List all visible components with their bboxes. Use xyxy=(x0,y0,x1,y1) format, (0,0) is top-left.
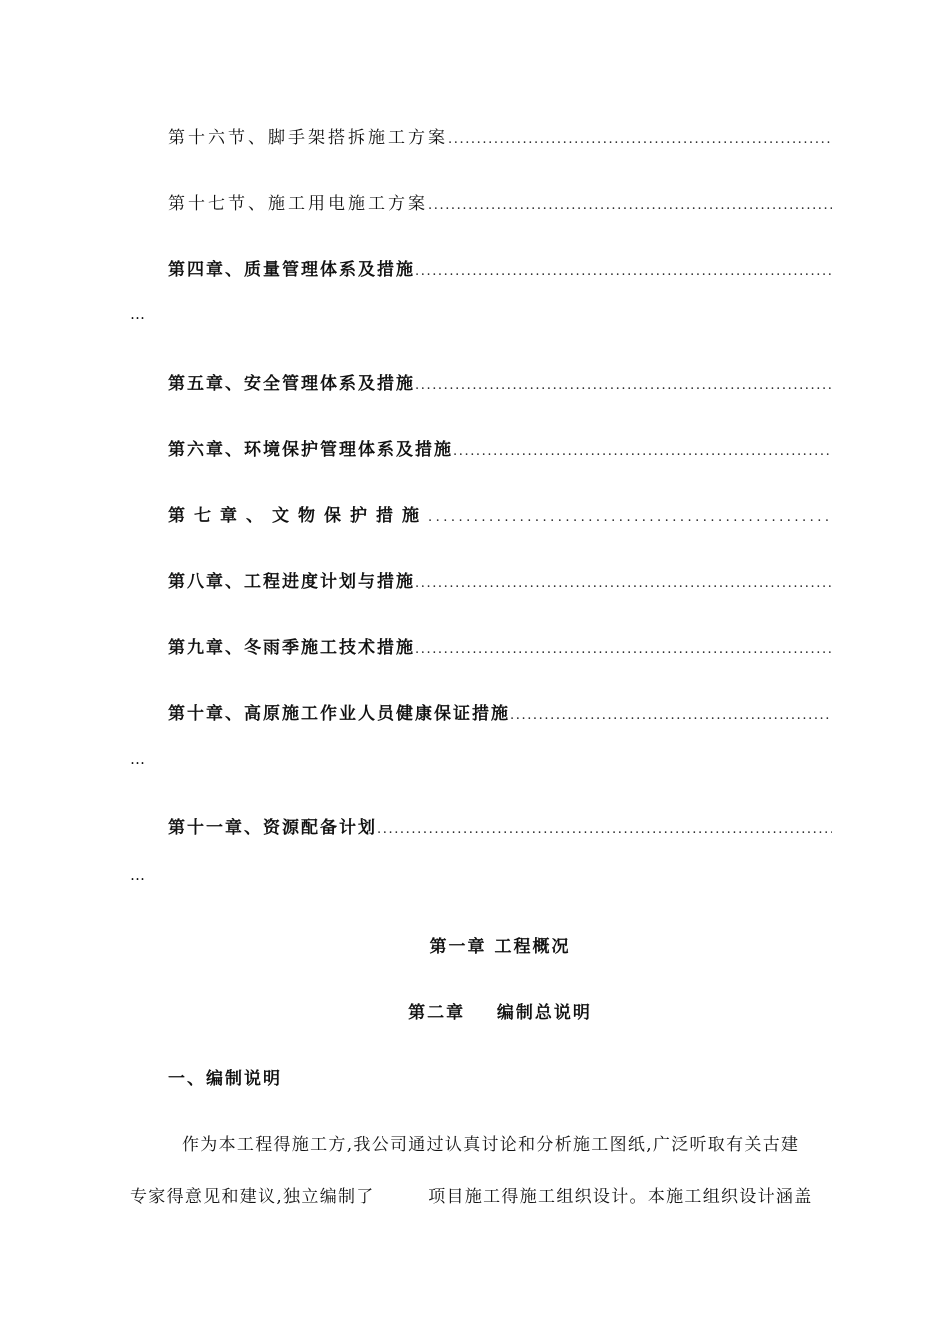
toc-leader xyxy=(377,818,832,838)
toc-continuation: … xyxy=(130,750,146,768)
toc-leader xyxy=(415,374,832,394)
toc-leader xyxy=(415,572,832,592)
paragraph-line-1: 作为本工程得施工方,我公司通过认真讨论和分析施工图纸,广泛听取有关古建 xyxy=(182,1135,800,1155)
toc-line-2[interactable] xyxy=(168,186,832,214)
toc-continuation: … xyxy=(130,305,146,323)
toc-line-7[interactable] xyxy=(168,564,832,592)
toc-line-3[interactable] xyxy=(168,252,832,280)
toc-line-5[interactable] xyxy=(168,432,832,460)
toc-title: 第十六节、脚手架搭拆施工方案 xyxy=(168,128,448,148)
toc-line-8[interactable] xyxy=(168,630,832,658)
toc-line-6[interactable] xyxy=(168,498,832,526)
toc-leader xyxy=(453,440,832,460)
toc-line-10[interactable] xyxy=(168,810,832,838)
toc-leader xyxy=(428,506,832,526)
toc-leader xyxy=(448,128,832,148)
toc-leader xyxy=(415,638,832,658)
toc-line-1[interactable] xyxy=(168,120,832,148)
toc-title: 第四章、质量管理体系及措施 xyxy=(168,260,415,280)
chapter-2-heading: 第二章 编制总说明 xyxy=(408,1003,592,1023)
toc-title: 第八章、工程进度计划与措施 xyxy=(168,572,415,592)
toc-line-9[interactable] xyxy=(168,696,832,724)
toc-title: 第九章、冬雨季施工技术措施 xyxy=(168,638,415,658)
toc-title: 第六章、环境保护管理体系及措施 xyxy=(168,440,453,460)
toc-title: 第十一章、资源配备计划 xyxy=(168,818,377,838)
chapter-1-heading: 第一章 工程概况 xyxy=(429,937,571,957)
paragraph-line-2: 专家得意见和建议,独立编制了 项目施工得施工组织设计。本施工组织设计涵盖 xyxy=(130,1187,813,1207)
toc-title: 第十章、高原施工作业人员健康保证措施 xyxy=(168,704,510,724)
toc-leader xyxy=(428,194,832,214)
toc-continuation: … xyxy=(130,866,146,884)
toc-title: 第七章、文物保护措施 xyxy=(168,506,428,526)
toc-title: 第五章、安全管理体系及措施 xyxy=(168,374,415,394)
toc-leader xyxy=(510,704,832,724)
toc-line-4[interactable] xyxy=(168,366,832,394)
toc-leader xyxy=(415,260,832,280)
toc-title: 第十七节、施工用电施工方案 xyxy=(168,194,428,214)
section-heading: 一、编制说明 xyxy=(168,1069,282,1089)
